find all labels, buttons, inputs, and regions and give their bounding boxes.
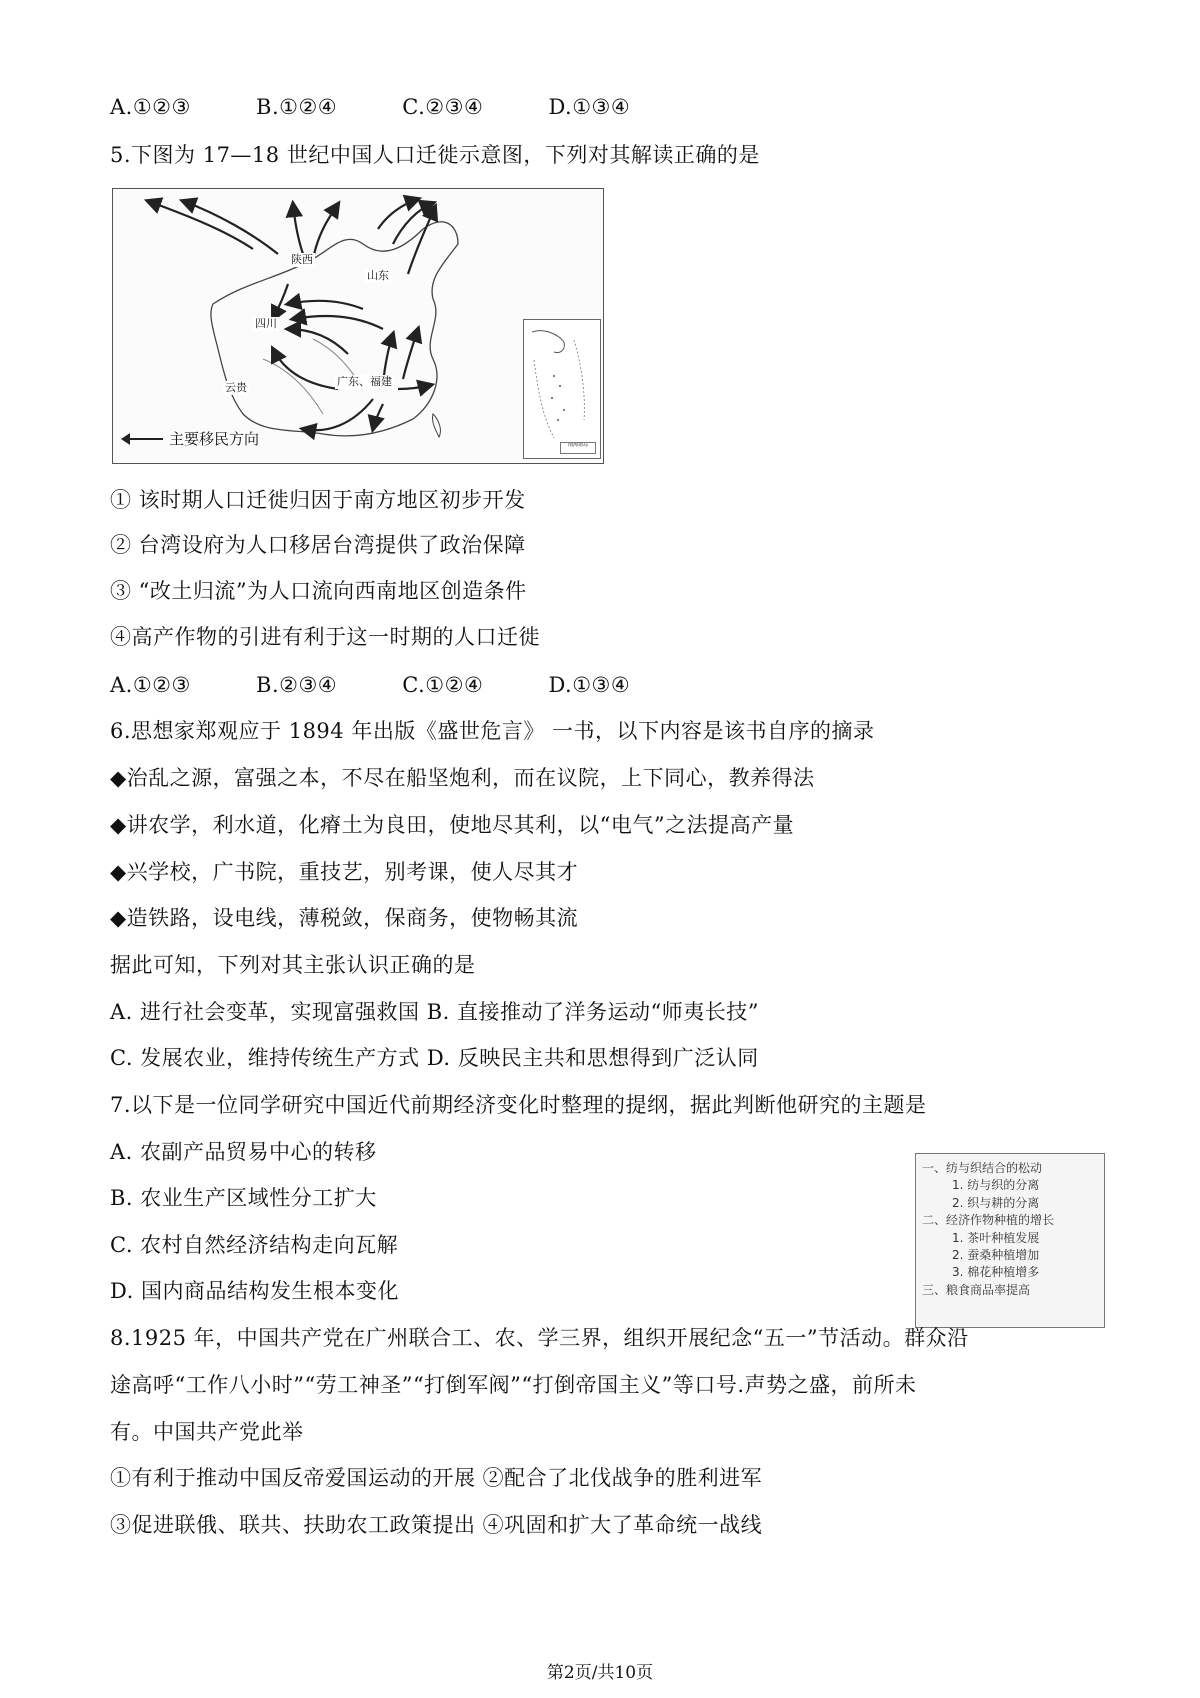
q5-stem: 5.下图为 17—18 世纪中国人口迁徙示意图，下列对其解读正确的是 — [110, 143, 760, 167]
label-yungui: 云贵 — [225, 381, 247, 394]
q4-option-a: A.①②③ — [110, 95, 191, 119]
migration-map — [112, 188, 604, 464]
q8-statements-row-2: ③促进联俄、联共、扶助农工政策提出 ④巩固和扩大了革命统一战线 — [110, 1513, 763, 1537]
q6-excerpt-4: ◆造铁路，设电线，薄税敛，保商务，使物畅其流 — [110, 906, 579, 930]
q8-stem-line-2: 途高呼“工作八小时”“劳工神圣”“打倒军阀”“打倒帝国主义”等口号.声势之盛，前所未 — [110, 1373, 917, 1397]
q6-question: 据此可知，下列对其主张认识正确的是 — [110, 953, 476, 977]
q5-option-b: B.②③④ — [256, 673, 338, 697]
q6-excerpt-1: ◆治乱之源，富强之本，不尽在船坚炮利，而在议院，上下同心，教养得法 — [110, 766, 815, 790]
label-shandong: 山东 — [367, 269, 389, 282]
q8-stem-line-1: 8.1925 年，中国共产党在广州联合工、农、学三界，组织开展纪念“五一”节活动。群众沿 — [110, 1326, 969, 1350]
q4-option-d: D.①③④ — [548, 95, 631, 119]
legend-label: 主要移民方向 — [169, 430, 260, 448]
q8-statements-row-1: ①有利于推动中国反帝爱国运动的开展 ②配合了北伐战争的胜利进军 — [110, 1466, 763, 1490]
q6-excerpt-2: ◆讲农学，利水道，化瘠土为良田，使地尽其利，以“电气”之法提高产量 — [110, 813, 795, 837]
q7-option-d: D. 国内商品结构发生根本变化 — [110, 1279, 399, 1303]
q6-excerpt-3: ◆兴学校，广书院，重技艺，别考课，使人尽其才 — [110, 860, 579, 884]
q7-option-c: C. 农村自然经济结构走向瓦解 — [110, 1233, 399, 1257]
q5-statement-3: ③ “改土归流”为人口流向西南地区创造条件 — [110, 579, 527, 603]
q4-options — [110, 92, 688, 122]
q5-option-d: D.①③④ — [548, 673, 631, 697]
q8-stem-line-3: 有。中国共产党此举 — [110, 1420, 304, 1444]
research-outline — [915, 1153, 1105, 1328]
label-guangdong-fujian: 广东、福建 — [337, 375, 392, 388]
q7-option-a: A. 农副产品贸易中心的转移 — [110, 1140, 377, 1164]
q5-option-a: A.①②③ — [110, 673, 191, 697]
q6-stem: 6.思想家郑观应于 1894 年出版《盛世危言》 一书，以下内容是该书自序的摘录 — [110, 719, 875, 743]
outline-item: 2. 蚕桑种植增加 — [952, 1248, 1040, 1263]
inset-drawing — [524, 320, 600, 458]
outline-item: 3. 棉花种植增多 — [952, 1265, 1040, 1280]
outline-item: 一、纺与织结合的松动 — [922, 1161, 1043, 1175]
label-sichuan: 四川 — [255, 317, 277, 330]
q4-option-c: C.②③④ — [402, 95, 484, 119]
q7-option-b: B. 农业生产区域性分工扩大 — [110, 1186, 377, 1210]
label-shaanxi: 陕西 — [291, 253, 313, 266]
legend-arrow-icon — [123, 438, 163, 440]
outline-item: 2. 织与耕的分离 — [952, 1195, 1040, 1210]
outline-item: 三、粮食商品率提高 — [922, 1282, 1031, 1297]
outline-item: 二、经济作物种植的增长 — [922, 1213, 1055, 1228]
q6-options-row-2: C. 发展农业，维持传统生产方式 D. 反映民主共和思想得到广泛认同 — [110, 1046, 759, 1070]
outline-item: 1. 茶叶种植发展 — [952, 1230, 1040, 1245]
page-footer: 第2页/共10页 — [546, 1663, 654, 1683]
inset-scale: 南海诸岛 — [560, 442, 596, 454]
q5-statement-1: ① 该时期人口迁徙归因于南方地区初步开发 — [110, 488, 526, 512]
q5-statement-2: ② 台湾设府为人口移居台湾提供了政治保障 — [110, 533, 526, 557]
q5-statement-4: ④高产作物的引进有利于这一时期的人口迁徙 — [110, 625, 540, 649]
map-legend — [123, 429, 259, 449]
q6-options-row-1: A. 进行社会变革，实现富强救国 B. 直接推动了洋务运动“师夷长技” — [110, 1000, 759, 1024]
q5-option-c: C.①②④ — [402, 673, 484, 697]
q4-option-b: B.①②④ — [256, 95, 338, 119]
south-china-sea-inset — [523, 319, 601, 459]
q5-options — [110, 670, 688, 700]
outline-item: 1. 纺与织的分离 — [952, 1178, 1040, 1193]
q7-stem: 7.以下是一位同学研究中国近代前期经济变化时整理的提纲，据此判断他研究的主题是 — [110, 1093, 927, 1117]
